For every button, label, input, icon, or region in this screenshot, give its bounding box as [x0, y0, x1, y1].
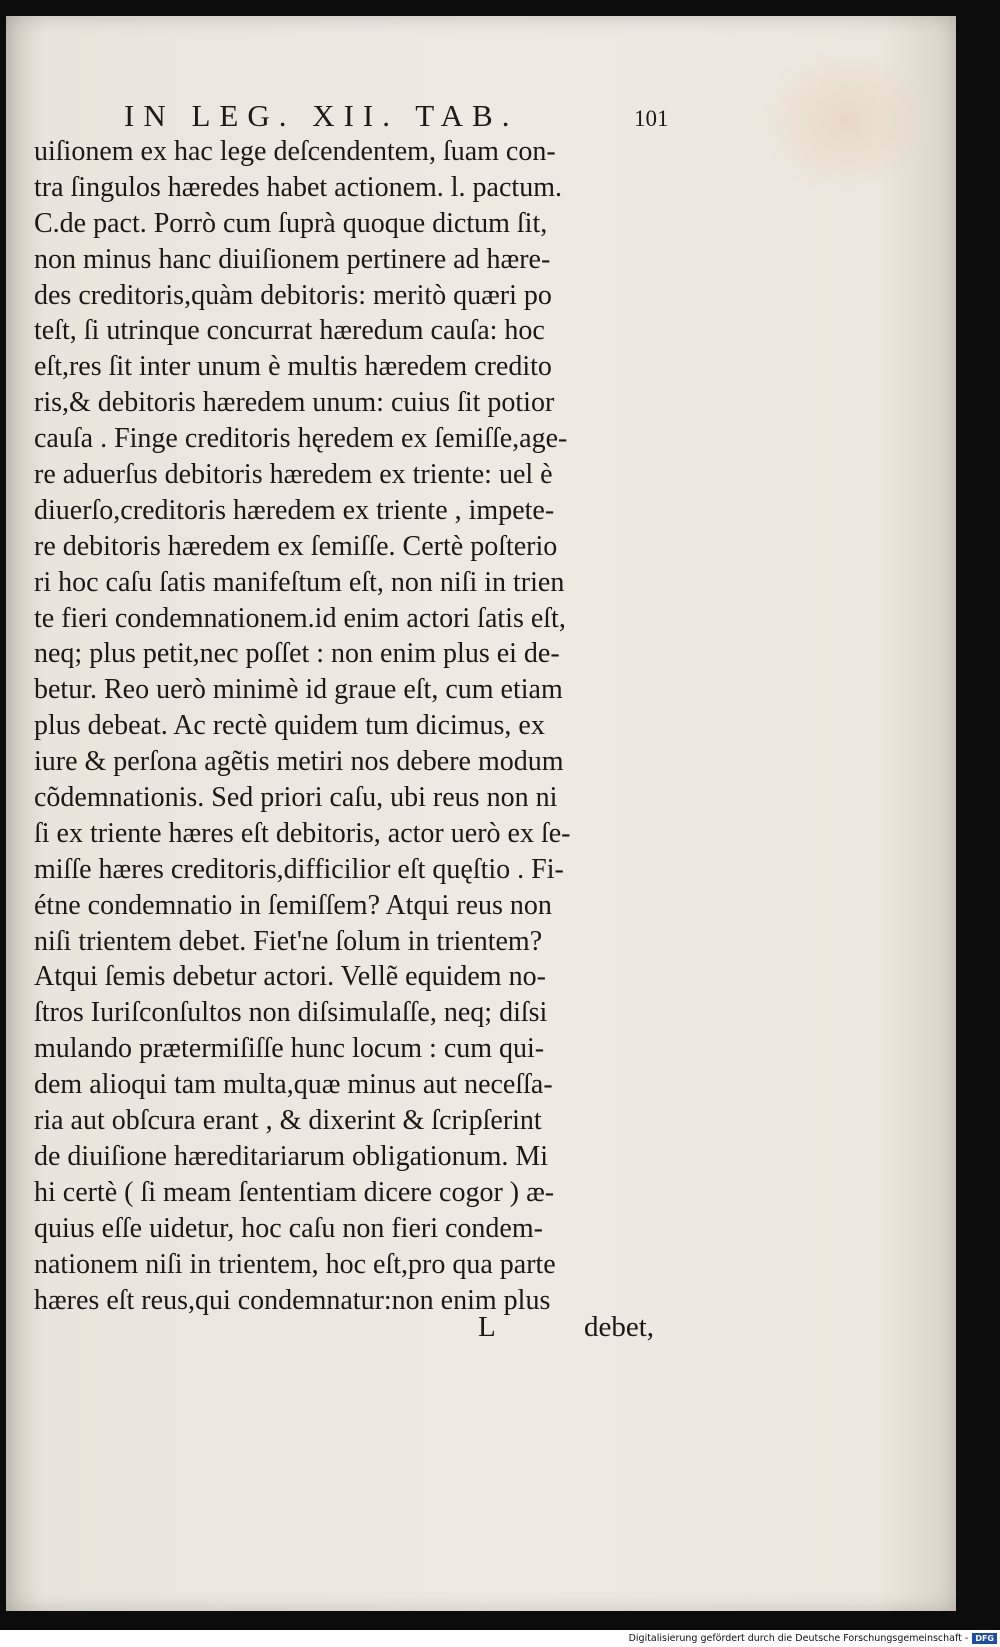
body-text: [34, 134, 674, 1318]
text-line: Atqui ſemis debetur actori. Vellẽ equidem no-: [34, 961, 546, 993]
funding-credit: Digitalisierung gefördert durch die Deutsche Forschungsgemeinschaft -: [628, 1633, 969, 1644]
text-line: miſſe hæres creditoris,difficilior eſt quęſtio . Fi-: [34, 853, 564, 885]
text-line: plus debeat. Ac rectè quidem tum dicimus, ex: [34, 710, 545, 742]
text-line: betur. Reo uerò minimè id graue eſt, cum etiam: [34, 674, 563, 706]
text-line: re aduerſus debitoris hæredem ex triente: uel è: [34, 459, 553, 491]
text-line: ſtros Iuriſconſultos non diſsimulaſſe, neq; diſsi: [34, 997, 548, 1029]
text-line: non minus hanc diuiſionem pertinere ad hære-: [34, 243, 551, 275]
text-line: ri hoc caſu ſatis manifeſtum eſt, non niſi in trien: [34, 566, 565, 598]
text-line: nationem niſi in trientem, hoc eſt,pro qua parte: [34, 1248, 556, 1280]
text-line: uiſionem ex hac lege deſcendentem, ſuam con-: [34, 136, 556, 167]
text-line: des creditoris,quàm debitoris: meritò quæri po: [34, 279, 552, 311]
book-page: [6, 16, 956, 1611]
text-line: ris,& debitoris hæredem unum: cuius ſit potior: [34, 387, 555, 419]
text-line: hæres eſt reus,qui condemnatur:non enim plus: [34, 1284, 551, 1316]
text-line: neq; plus petit,nec poſſet : non enim plus ei de-: [34, 638, 560, 670]
text-line: hi certè ( ſi meam ſententiam dicere cogor ) æ-: [34, 1176, 555, 1208]
text-line: teſt, ſi utrinque concurrat hæredum cauſa: hoc: [34, 315, 545, 347]
text-line: diuerſo,creditoris hæredem ex triente , impete-: [34, 494, 555, 526]
text-line: tra ſingulos hæredes habet actionem. l. pactum.: [34, 171, 562, 203]
text-line: te fieri condemnationem.id enim actori ſatis eſt,: [34, 602, 566, 634]
text-line: iure & perſona agẽtis metiri nos debere modum: [34, 746, 564, 778]
text-line: niſi trientem debet. Fiet'ne ſolum in trientem?: [34, 925, 543, 957]
signature-mark: L: [478, 1311, 496, 1343]
page-number: 101: [634, 106, 669, 131]
text-line: de diuiſione hæreditariarum obligationum. Mi: [34, 1140, 549, 1172]
digitization-footer: [0, 1630, 1000, 1647]
dfg-logo: DFG: [972, 1633, 997, 1644]
text-line: ſi ex triente hæres eſt debitoris, actor uerò ex ſe-: [34, 817, 571, 849]
running-head: IN LEG. XII. TAB.: [124, 98, 519, 133]
text-line: cõdemnationis. Sed priori caſu, ubi reus non ni: [34, 782, 558, 814]
text-line: mulando prætermiſiſſe hunc locum : cum qui-: [34, 1033, 545, 1065]
text-line: ria aut obſcura erant , & dixerint & ſcripſerint: [34, 1105, 542, 1137]
text-line: étne condemnatio in ſemiſſem? Atqui reus non: [34, 889, 552, 921]
text-line: re debitoris hæredem ex ſemiſſe. Certè poſterio: [34, 530, 558, 562]
text-line: quius eſſe uidetur, hoc caſu non fieri condem-: [34, 1212, 543, 1244]
text-line: C.de pact. Porrò cum ſuprà quoque dictum ſit,: [34, 207, 548, 239]
catchword: debet,: [584, 1311, 655, 1343]
text-line: eſt,res ſit inter unum è multis hæredem credito: [34, 351, 552, 383]
text-line: dem alioqui tam multa,quæ minus aut neceſſa-: [34, 1069, 553, 1101]
text-line: cauſa . Finge creditoris hęredem ex ſemiſſe,age-: [34, 423, 568, 455]
